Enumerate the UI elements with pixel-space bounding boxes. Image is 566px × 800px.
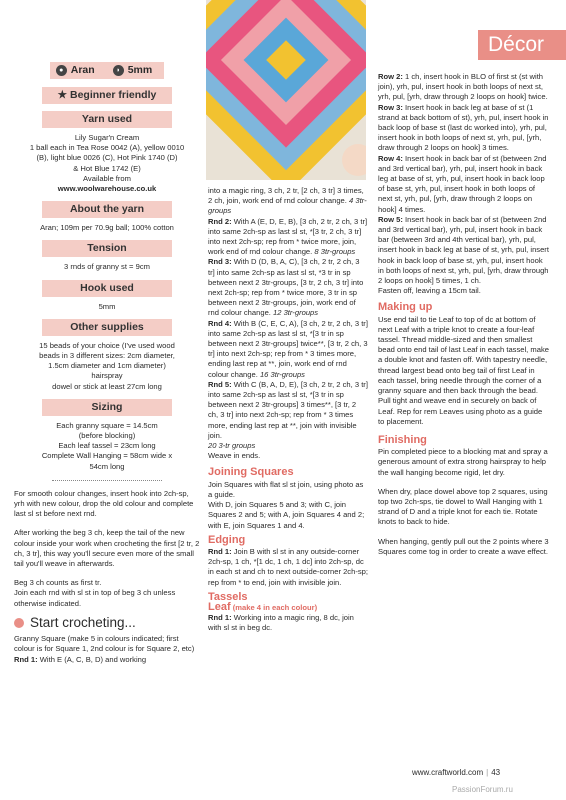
- tip-paragraph: Beg 3 ch counts as first tr.: [14, 578, 102, 588]
- start-title: Start crocheting...: [30, 614, 136, 630]
- hook-used-section: [14, 280, 200, 312]
- rnd1-text: With E (A, C, B, D) and working: [39, 654, 147, 664]
- watermark: PassionForum.ru: [452, 785, 513, 794]
- finishing-text: When hanging, gently pull out the 2 points where 3 Squares come tog in order to create a wave effect.: [378, 536, 549, 556]
- stitch-count: 20 3-tr groups: [208, 441, 256, 451]
- row-label: Row 2:: [378, 72, 403, 81]
- leaf-title: Leaf: [208, 600, 231, 613]
- sizing-section: [14, 399, 200, 472]
- rnd1-start: [14, 655, 200, 665]
- row-label: Row 4:: [378, 153, 403, 163]
- leaf-text: Working into a magic ring, 8 dc, join with sl st in beg dc.: [208, 613, 354, 633]
- pattern-column-right: [378, 72, 550, 557]
- stitch-count: 8 3tr-groups: [314, 247, 356, 257]
- yarn-weight: Aran: [70, 64, 95, 76]
- other-supplies-section: [14, 319, 200, 392]
- section-title: Other supplies: [42, 319, 172, 336]
- edging-heading: Edging: [208, 533, 246, 546]
- stitch-count: 4 3tr-groups: [208, 196, 367, 216]
- supply-line: beads in 3 different sizes: 2cm diameter,: [39, 351, 175, 361]
- section-title: Yarn used: [42, 111, 172, 128]
- tip-paragraph: After working the beg 3 ch, keep the tail of the new colour inside your work when crocheting the first [2 tr, 2 ch, 3 tr], this way you'll secure even more of the small tail you'll weave in afterwards.: [14, 528, 200, 569]
- yarn-line: Available from: [83, 173, 131, 183]
- page-footer: [412, 768, 552, 777]
- rnd2-text: With A (E, D, E, B), [3 ch, 2 tr, 2 ch, 3 tr] into same 2ch-sp as last sl st, *[3 tr, 2 ch, 3 tr] into next 2ch-sp; rep from * twice more, join, work end of rnd colour change.: [208, 216, 368, 257]
- row-label: Row 3:: [378, 102, 403, 112]
- row2: [378, 72, 550, 103]
- rnd5-text: With C (B, A, D, E), [3 ch, 2 tr, 2 ch, 3 tr] into same 2ch-sp as last sl st, *[3 tr in sp between next 2 3tr-groups] 3 times**, [3 tr, 2 ch, 3 tr] into next 2ch-sp; rep from * 3 times more, ending last rep at **, join with invisible join.: [208, 379, 368, 440]
- row5: [378, 215, 550, 286]
- yarn-used-section: [14, 111, 200, 194]
- tension-section: [14, 240, 200, 272]
- tassels-heading: Tassels: [208, 590, 248, 603]
- section-title: About the yarn: [42, 201, 172, 218]
- joining-text: With D, join Squares 5 and 3; with C, join Squares 2 and 5; with A, join Squares 4 and 2; with E, join Squares 1 and 4.: [208, 500, 365, 530]
- difficulty: [14, 87, 200, 104]
- section-title: Tension: [42, 240, 172, 257]
- fasten-off: Fasten off, leaving a 15cm tail.: [378, 286, 481, 296]
- rnd-label: Rnd 1:: [14, 654, 38, 664]
- pattern-column: [208, 186, 368, 634]
- star-icon: ★: [57, 89, 68, 101]
- hook-size-tag: [107, 62, 165, 79]
- hook-size: 5mm: [127, 64, 153, 76]
- finishing-heading: Finishing: [378, 433, 427, 446]
- supply-line: 1.5cm diameter and 1cm diameter): [48, 361, 166, 371]
- section-tab: Décor: [478, 30, 566, 60]
- rnd3-text: With D (D, B, A, C), [3 ch, 2 tr, 2 ch, 3 tr] into same 2ch-sp as last sl st, *3 tr in sp between next 2 3tr-groups, [3 tr, 2 ch, 3 tr] into next 2ch-sp; rep from * twice more, 3 tr in sp between next 2 3tr-groups, join, work end of rnd colour change.: [208, 257, 364, 318]
- rnd4: [208, 319, 368, 380]
- rnd1-cont-text: into a magic ring, 3 ch, 2 tr, [2 ch, 3 tr] 3 times, 2 ch, join, work end of rnd colour change.: [208, 186, 364, 206]
- sizing-line: Complete Wall Hanging = 58cm wide x: [41, 451, 173, 461]
- section-title: Sizing: [42, 399, 172, 416]
- stitch-count: 16 3tr-groups: [259, 369, 305, 379]
- rnd5: [208, 380, 368, 451]
- bullet-dot-icon: [14, 618, 24, 628]
- finishing-text: Pin completed piece to a blocking mat and spray a generous amount of extra strong hairspray to help the wall hanging become rigid, let dry.: [378, 447, 548, 477]
- rnd-label: Rnd 1:: [208, 613, 232, 623]
- joining-text: Join Squares with flat sl st join, using photo as a guide.: [208, 479, 364, 499]
- row4: [378, 154, 550, 215]
- supply-line: dowel or stick at least 27cm long: [52, 381, 162, 391]
- yarn-hook-tags: [14, 62, 200, 79]
- sizing-line: Each granny square = 14.5cm: [56, 420, 158, 430]
- sizing-line: 54cm long: [89, 461, 125, 471]
- joining-heading: Joining Squares: [208, 466, 294, 479]
- footer-divider: |: [486, 768, 489, 777]
- about-yarn-text: Aran; 109m per 70.9g ball; 100% cotton: [40, 223, 174, 233]
- tip-paragraph: For smooth colour changes, insert hook into 2ch-sp, yrh with new colour, drop the old colour and complete last sl st before next rnd.: [14, 488, 194, 519]
- hook-used-text: 5mm: [98, 301, 116, 311]
- difficulty-badge: [42, 87, 172, 104]
- row2-text: 1 ch, insert hook in BLO of first st (st with join), yrh, pul, insert hook in both loops of next st, yrh, pul, [yrh, draw through 2 loops on hook] twice.: [378, 72, 548, 102]
- yarn-ball-icon: ●: [56, 65, 67, 76]
- supply-line: hairspray: [91, 371, 123, 381]
- making-up-heading: Making up: [378, 301, 433, 314]
- rnd1-cont: [208, 186, 368, 217]
- supplier-link[interactable]: www.woolwarehouse.co.uk: [57, 184, 157, 194]
- rnd-label: Rnd 2:: [208, 216, 232, 226]
- yarn-line: & Hot Blue 1742 (E): [73, 163, 141, 173]
- leaf-rnd: [208, 613, 368, 633]
- yarn-line: 1 ball each in Tea Rose 0042 (A), yellow 0010: [29, 143, 185, 153]
- row5-text: Insert hook in back bar of st (between 2nd and 3rd vertical bar), yrh, pul, insert hook in back bar (between 3rd and 4th vertical bar), yrh, pul, insert hook in back leg at base of st, yrh, pul, insert hook in back loop of base st, yrh, pul, insert hook in both loops of next st, yrh, pul, [yrh, draw through 2 loops on hook] 5 times, 1 ch.: [378, 214, 549, 286]
- rnd-label: Rnd 5:: [208, 379, 232, 389]
- tip-paragraph: Join each rnd with sl st in top of beg 3 ch unless otherwise indicated.: [14, 588, 176, 608]
- rnd-label: Rnd 4:: [208, 318, 232, 328]
- rnd-label: Rnd 3:: [208, 257, 232, 267]
- sizing-line: (before blocking): [78, 431, 136, 441]
- hook-icon: ◗: [113, 65, 124, 76]
- yarn-line: (B), light blue 0026 (C), Hot Pink 1740 (D): [36, 153, 178, 163]
- sizing-line: Each leaf tassel = 23cm long: [58, 441, 156, 451]
- rnd-label: Rnd 1:: [208, 546, 232, 556]
- finishing-text: When dry, place dowel above top 2 squares, using top two 2ch-sps, tie dowel to Wall Hanging with 1 strand of D and a triple knot for each tie. Rotate knots to back to hide.: [378, 486, 548, 527]
- stitch-count: 12 3tr-groups: [273, 308, 319, 318]
- start-heading: [14, 614, 200, 630]
- yarn-line: Lily Sugar'n Cream: [74, 133, 140, 142]
- row3-text: Insert hook in back leg at base of st (1 strand at back bottom of st), yrh, pul, insert hook in back loop of base st (last dc worked into), yrh, pul, insert hook in both loops of next st, yrh, pul, [yrh, draw through 2 loops on hook] 3 times.: [378, 102, 549, 153]
- about-yarn-section: [14, 201, 200, 233]
- difficulty-label: Beginner friendly: [69, 89, 157, 101]
- leaf-note: (make 4 in each colour): [232, 602, 318, 612]
- granny-intro: Granny Square (make 5 in colours indicated; first colour is for Square 1, 2nd colour is for Square 2, etc): [14, 634, 195, 654]
- footer-site[interactable]: www.craftworld.com: [412, 768, 484, 777]
- yarn-weight-tag: [50, 62, 107, 79]
- edging-rnd: [208, 547, 368, 588]
- row-label: Row 5:: [378, 214, 403, 224]
- page-number: 43: [491, 768, 501, 777]
- making-up-text: Use end tail to tie Leaf to top of dc at bottom of next Leaf with a triple knot to create a four-leaf tassel. Thread middle-sized and then smallest bead onto end tail of last Leaf in each tassel, make a double knot and fasten off. With tapestry needle, thread largest bead onto beg tail of first Leaf in each tassel, bring needle through the corner of a granny square and then back through the bead. Pull tight and weave end in securely on back of Leaf. Rep for rem Leaves using photo as a guide to placement.: [378, 314, 549, 426]
- row3: [378, 103, 550, 154]
- tension-text: 3 rnds of granny st = 9cm: [64, 262, 150, 272]
- info-column: [14, 62, 200, 665]
- edging-text: Join B with sl st in any outside-corner 2ch-sp, 1 ch, *[1 dc, 1 ch, 1 dc] into 2ch-sp, dc in each st and ch to next outside-corner 2ch-sp; rep from * to end, join with invisible join.: [208, 546, 368, 587]
- leaf-heading: [208, 602, 368, 613]
- divider: [52, 480, 162, 481]
- weave-ends: Weave in ends.: [208, 451, 261, 461]
- rnd3: [208, 257, 368, 318]
- section-title: Hook used: [42, 280, 172, 297]
- rnd2: [208, 217, 368, 258]
- supply-line: 15 beads of your choice (I've used wood: [39, 340, 175, 350]
- rnd4-text: With B (C, E, C, A), [3 ch, 2 tr, 2 ch, 3 tr] into same 2ch-sp as last sl st, *[3 tr in sp between next 2 3tr-groups] twice**, [3 tr, 2 ch, 3 tr] into next 2ch-sp; rep from * 3 times more, ending last rep at **, join, work end of rnd colour change.: [208, 318, 368, 379]
- row4-text: Insert hook in back bar of st (between 2nd and 3rd vertical bar), yrh, pul, insert hook in back leg at base of st, yrh, pul, insert hook in back loop of base st, yrh, pul, insert hook in both loops of next st, yrh, pul, [yrh, draw through 2 loops on hook] 4 times.: [378, 153, 547, 214]
- project-photo: [206, 0, 366, 180]
